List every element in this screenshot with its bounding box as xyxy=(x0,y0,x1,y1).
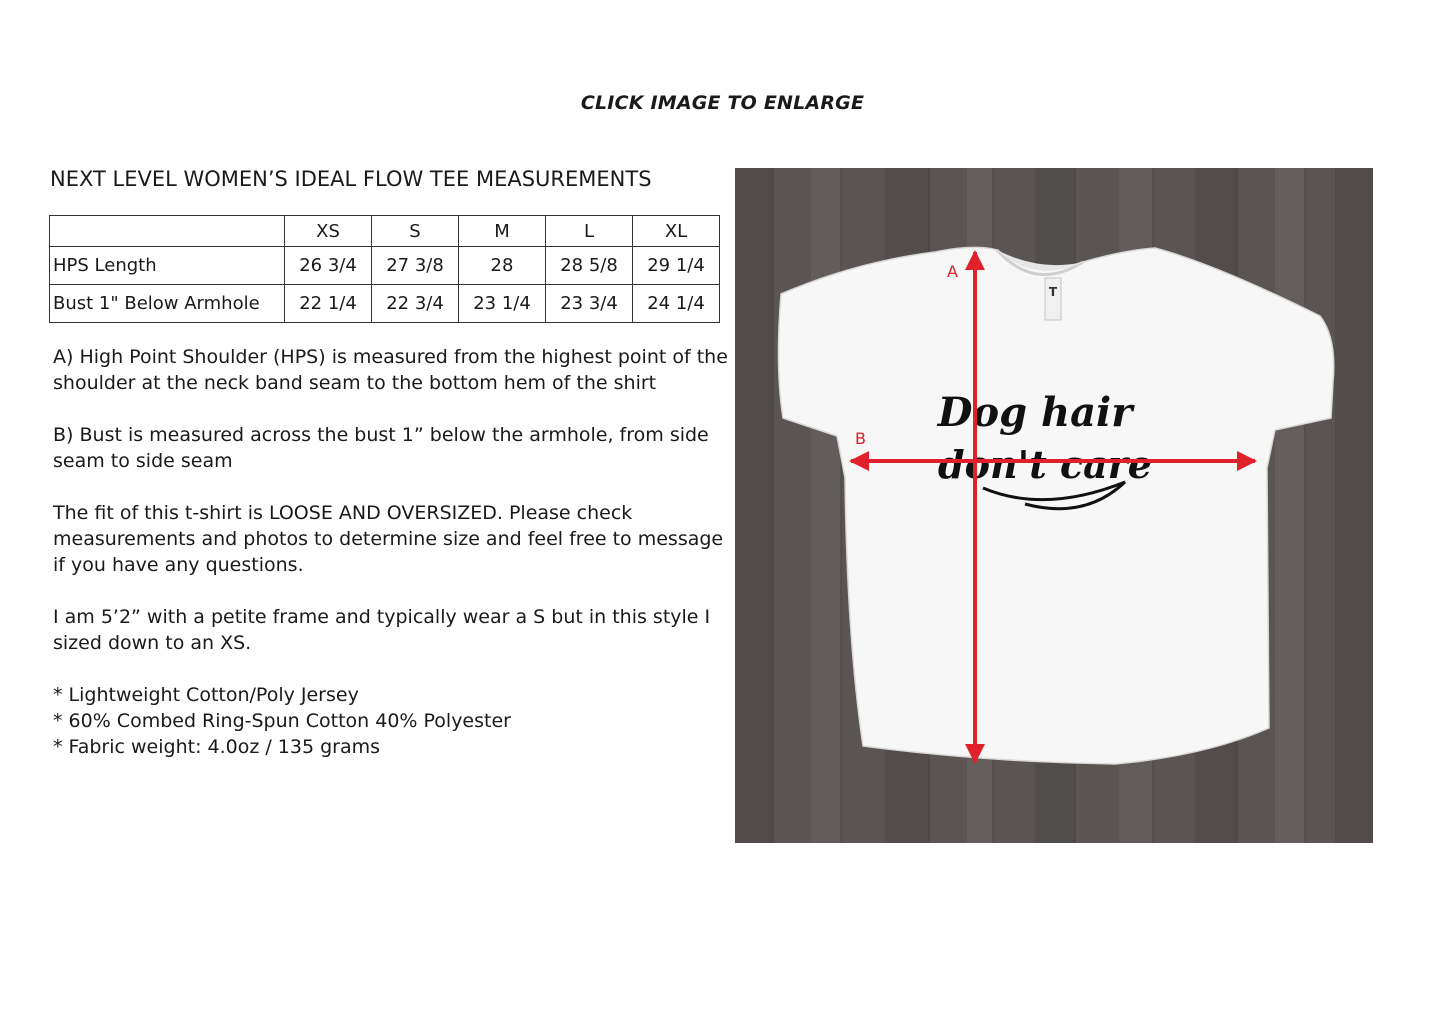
table-cell: 24 1/4 xyxy=(633,285,720,323)
click-to-enlarge-banner: CLICK IMAGE TO ENLARGE xyxy=(580,92,865,114)
model-note: I am 5’2” with a petite frame and typically wear a S but in this style I sized down to an XS. xyxy=(53,606,711,654)
table-cell: 28 5/8 xyxy=(546,247,633,285)
header-cell-xl: XL xyxy=(633,216,720,247)
size-chart-table xyxy=(49,215,720,323)
table-row xyxy=(50,247,720,285)
tshirt-measurement-photo[interactable] xyxy=(735,168,1373,843)
header-cell xyxy=(50,216,285,247)
header-cell-s: S xyxy=(372,216,459,247)
page-title: NEXT LEVEL WOMEN’S IDEAL FLOW TEE MEASUREMENTS xyxy=(50,167,652,191)
table-header-row xyxy=(50,216,720,247)
table-cell: 27 3/8 xyxy=(372,247,459,285)
fit-note: The fit of this t-shirt is LOOSE AND OVERSIZED. Please check measurements and photos to determine size and feel free to message if you have any questions. xyxy=(53,502,724,576)
header-cell-m: M xyxy=(459,216,546,247)
measurement-notes xyxy=(53,344,733,760)
bust-note: B) Bust is measured across the bust 1” below the armhole, from side seam to side seam xyxy=(53,424,709,472)
hps-note: A) High Point Shoulder (HPS) is measured from the highest point of the shoulder at the neck band seam to the bottom hem of the shirt xyxy=(53,346,728,394)
row-label: Bust 1" Below Armhole xyxy=(50,285,285,323)
table-cell: 28 xyxy=(459,247,546,285)
table-cell: 23 1/4 xyxy=(459,285,546,323)
tshirt-photo-svg xyxy=(735,168,1373,843)
row-label: HPS Length xyxy=(50,247,285,285)
header-cell-xs: XS xyxy=(285,216,372,247)
shirt-print-line1: Dog hair xyxy=(937,389,1133,436)
list-item: * Fabric weight: 4.0oz / 135 grams xyxy=(53,736,381,758)
label-b: B xyxy=(855,429,866,448)
list-item: * Lightweight Cotton/Poly Jersey xyxy=(53,684,359,706)
table-cell: 26 3/4 xyxy=(285,247,372,285)
header-cell-l: L xyxy=(546,216,633,247)
shirt-print-line2: don't care xyxy=(938,442,1152,487)
tag-letter: T xyxy=(1048,285,1058,299)
table-cell: 23 3/4 xyxy=(546,285,633,323)
table-row xyxy=(50,285,720,323)
table-cell: 22 1/4 xyxy=(285,285,372,323)
table-cell: 29 1/4 xyxy=(633,247,720,285)
list-item: * 60% Combed Ring-Spun Cotton 40% Polyester xyxy=(53,710,511,732)
table-cell: 22 3/4 xyxy=(372,285,459,323)
fabric-list xyxy=(53,682,733,760)
label-a: A xyxy=(947,262,958,281)
tshirt-body xyxy=(778,247,1333,764)
